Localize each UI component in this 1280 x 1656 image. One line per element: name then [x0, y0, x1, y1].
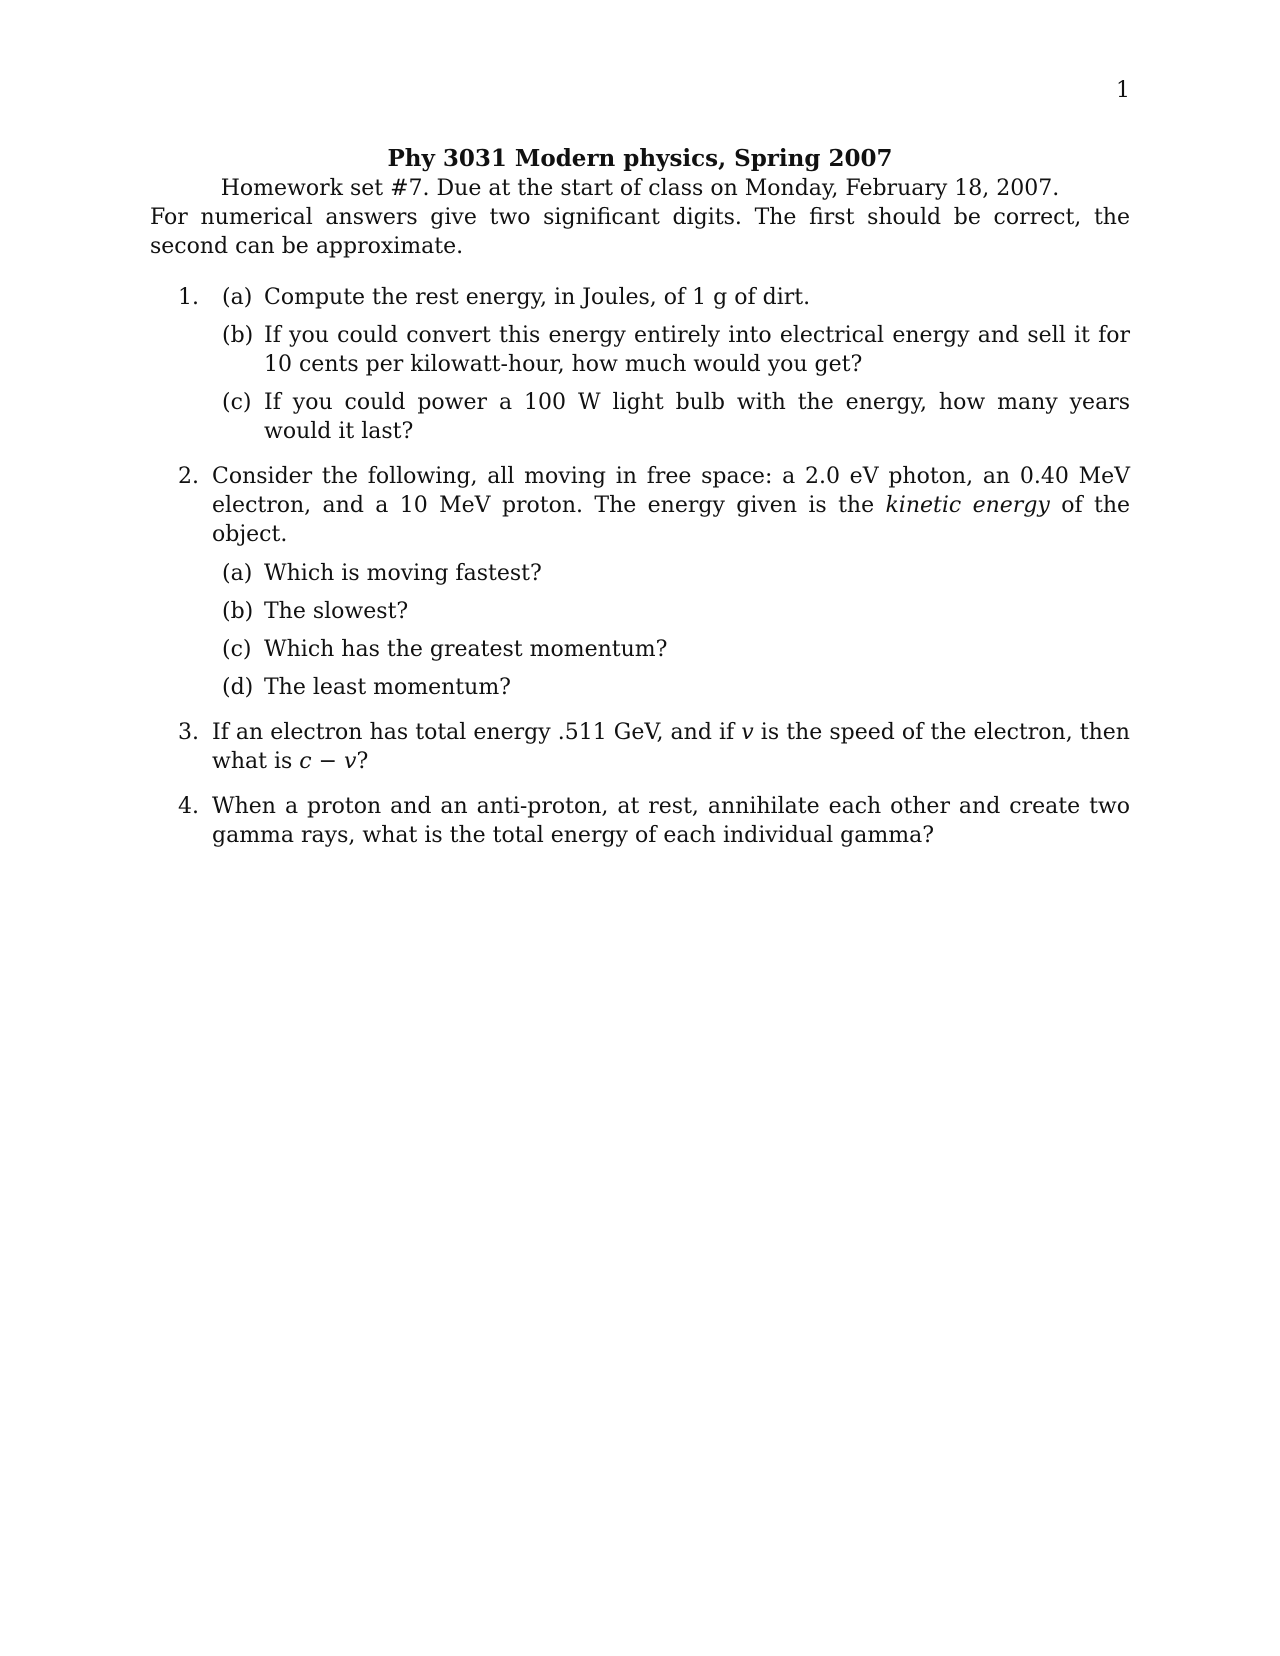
problem-1-subparts	[212, 283, 1130, 446]
problem-4	[150, 792, 1130, 850]
problem-text-segment: If an electron has total energy .511 GeV, and if	[212, 720, 742, 745]
subpart-2d	[212, 673, 1130, 702]
problem-2-text	[212, 462, 1130, 549]
subpart-2b	[212, 597, 1130, 626]
subpart-label: (b)	[222, 599, 254, 624]
problem-text-segment: ?	[356, 749, 369, 774]
subpart-text: Which is moving fastest?	[264, 561, 542, 586]
subpart-1b	[212, 321, 1130, 379]
minus-sign: −	[311, 749, 345, 774]
problem-number: 4.	[178, 794, 199, 819]
problem-2	[150, 462, 1130, 702]
subpart-2c	[212, 635, 1130, 664]
subpart-label: (a)	[222, 561, 253, 586]
instructions-paragraph: For numerical answers give two significant digits. The first should be correct, the second can be approximate.	[150, 205, 1130, 259]
subpart-label: (c)	[222, 390, 252, 415]
subpart-text: If you could power a 100 W light bulb with the energy, how many years would it last?	[264, 390, 1130, 444]
subpart-label: (b)	[222, 323, 254, 348]
subpart-label: (c)	[222, 637, 252, 662]
subpart-text: Which has the greatest momentum?	[264, 637, 668, 662]
subpart-text: The slowest?	[264, 599, 409, 624]
subpart-2a	[212, 559, 1130, 588]
problem-3-text	[212, 718, 1130, 776]
math-variable-v: v	[741, 720, 754, 745]
problem-list	[150, 283, 1130, 850]
problem-text-segment: of the object.	[212, 493, 1131, 547]
problem-text-segment: Consider the following, all moving in free space: a 2.0 eV photon, an 0.40 MeV electron, and a 10 MeV proton. The energy given is the	[212, 464, 1130, 518]
page-number: 1	[1116, 78, 1130, 103]
problem-number: 3.	[178, 720, 199, 745]
document-body	[150, 144, 1130, 866]
problem-number: 2.	[178, 464, 199, 489]
subpart-label: (a)	[222, 285, 253, 310]
subpart-text: The least momentum?	[264, 675, 511, 700]
subpart-text: If you could convert this energy entirely into electrical energy and sell it for 10 cents per kilowatt-hour, how much would you get?	[264, 323, 1130, 377]
problem-number: 1.	[178, 285, 199, 310]
document-subtitle: Homework set #7. Due at the start of class on Monday, February 18, 2007.	[220, 176, 1060, 201]
document-title: Phy 3031 Modern physics, Spring 2007	[387, 145, 893, 172]
subpart-text: Compute the rest energy, in Joules, of 1 g of dirt.	[264, 285, 811, 310]
subpart-1c	[212, 388, 1130, 446]
problem-3	[150, 718, 1130, 776]
math-variable-v: v	[344, 749, 357, 774]
problem-4-text: When a proton and an anti-proton, at rest, annihilate each other and create two gamma rays, what is the total energy of each individual gamma?	[212, 794, 1130, 848]
problem-text-segment: is the speed of the electron, then what is	[212, 720, 1130, 774]
subpart-1a	[212, 283, 1130, 312]
emphasized-term: kinetic energy	[885, 493, 1050, 518]
problem-2-subparts	[212, 559, 1130, 702]
math-variable-c: c	[299, 749, 312, 774]
subpart-label: (d)	[222, 675, 254, 700]
problem-1	[150, 283, 1130, 446]
